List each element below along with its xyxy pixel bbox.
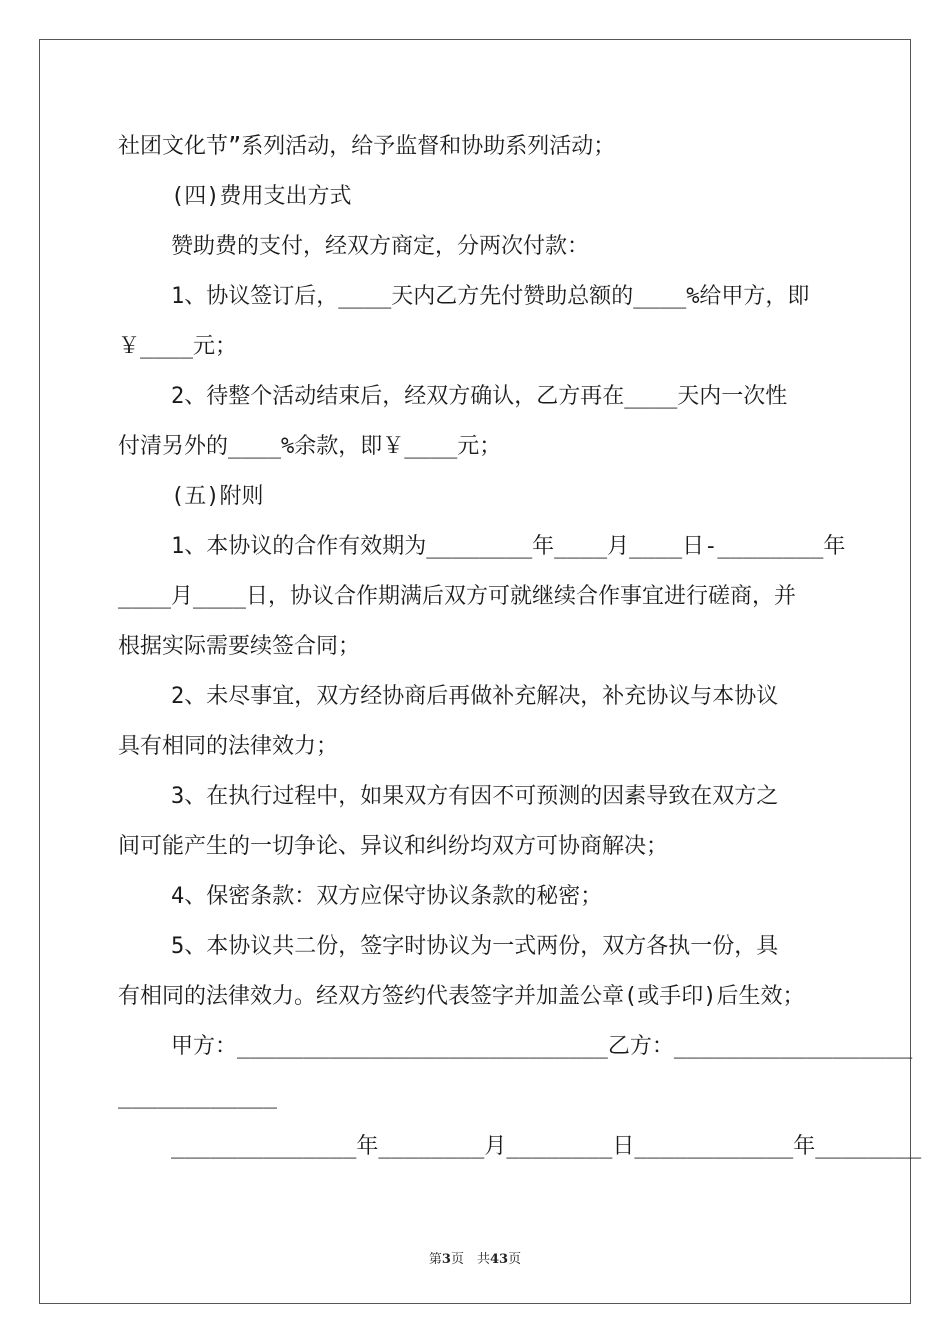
text-line: 赞助费的支付，经双方商定，分两次付款： bbox=[118, 234, 589, 259]
text-line: 间可能产生的一切争论、异议和纠纷均双方可协商解决； bbox=[118, 834, 669, 859]
text-line: 1、协议签订后，____天内乙方先付赞助总额的____%给甲方，即 bbox=[118, 284, 810, 309]
signature-line: 甲方：____________________________乙方：__________________ bbox=[118, 1034, 913, 1059]
page-border bbox=[39, 39, 911, 1304]
footer-mid: 页 共 bbox=[450, 1252, 490, 1267]
text-line: 4、保密条款：双方应保守协议条款的秘密； bbox=[118, 884, 603, 909]
text-line: 1、本协议的合作有效期为________年____月____日-________年 bbox=[118, 534, 846, 559]
text-line: 有相同的法律效力。经双方签约代表签字并加盖公章(或手印)后生效； bbox=[118, 984, 805, 1009]
current-page-number: 3 bbox=[441, 1252, 451, 1267]
page-footer bbox=[0, 1248, 950, 1267]
text-line: 3、在执行过程中，如果双方有因不可预测的因素导致在双方之 bbox=[118, 784, 779, 809]
text-line: 社团文化节”系列活动，给予监督和协助系列活动； bbox=[118, 134, 616, 159]
text-line: ____月____日，协议合作期满后双方可就继续合作事宜进行磋商，并 bbox=[118, 584, 796, 609]
text-line: 具有相同的法律效力； bbox=[118, 734, 339, 759]
text-line: 付清另外的____%余款，即￥____元； bbox=[118, 434, 502, 459]
footer-prefix: 第 bbox=[428, 1252, 442, 1267]
text-line: 2、待整个活动结束后，经双方确认，乙方再在____天内一次性 bbox=[118, 384, 788, 409]
text-line: 根据实际需要续签合同； bbox=[118, 634, 361, 659]
text-line: 5、本协议共二份，签字时协议为一式两份，双方各执一份，具 bbox=[118, 934, 779, 959]
section-heading: (四)费用支出方式 bbox=[118, 184, 352, 209]
total-page-count: 43 bbox=[489, 1252, 509, 1267]
section-heading: (五)附则 bbox=[118, 484, 264, 509]
text-line: ￥____元； bbox=[118, 334, 237, 359]
text-line: 2、未尽事宜，双方经协商后再做补充解决，补充协议与本协议 bbox=[118, 684, 779, 709]
date-line: ______________年________月________日____________年________ bbox=[118, 1134, 922, 1159]
footer-suffix: 页 bbox=[508, 1252, 522, 1267]
signature-line: ____________ bbox=[118, 1084, 277, 1109]
